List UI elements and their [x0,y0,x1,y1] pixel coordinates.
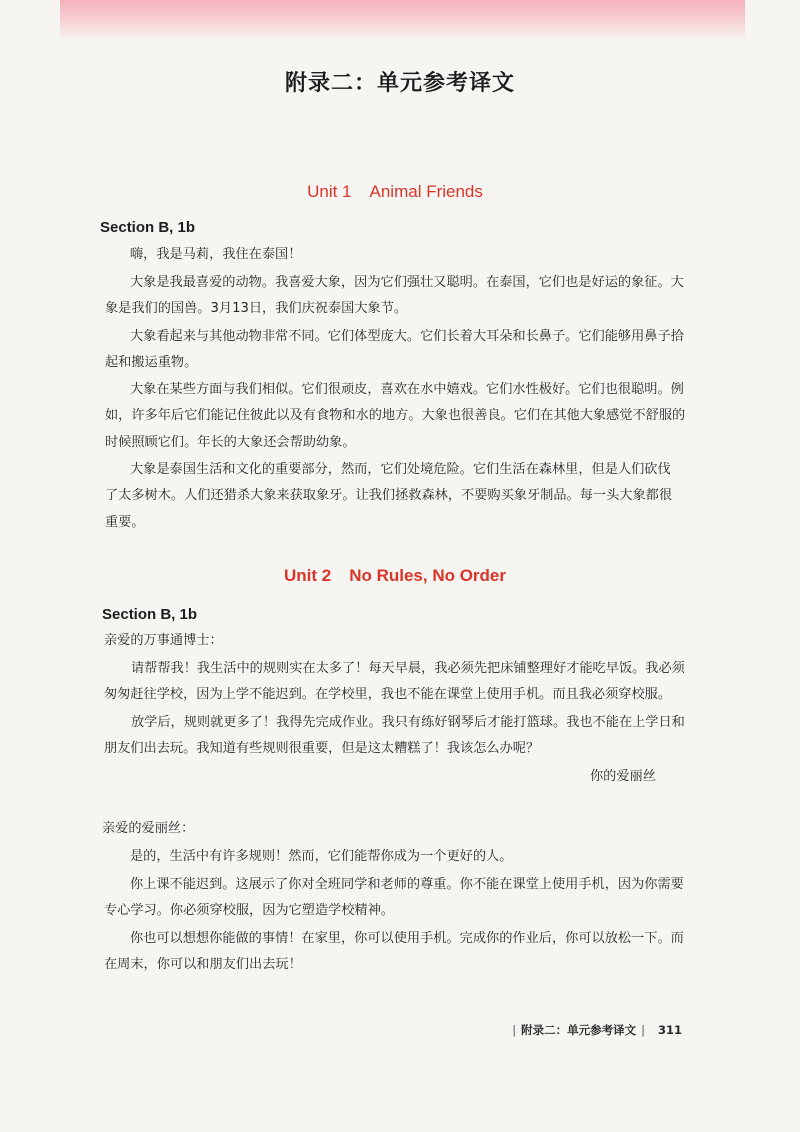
letter1-line: 放学后，规则就更多了！我得先完成作业。我只有练好钢琴后才能打篮球。我也不能在上学日和 [131,715,685,730]
letter2-line: 是的，生活中有许多规则！然而，它们能帮你成为一个更好的人。 [130,849,513,864]
unit1-number: Unit 1 [307,182,352,201]
top-color-band [60,0,745,40]
unit2-heading [0,566,790,586]
unit1-line: 嗨，我是马莉，我住在泰国！ [130,247,302,262]
unit1-section-label: Section B, 1b [100,219,196,236]
page-number: 311 [657,1023,682,1037]
page-footer: | 附录二：单元参考译文 | 311 [512,1023,682,1037]
letter1-salutation: 亲爱的万事通博士： [104,633,223,648]
unit1-line: 大象是泰国生活和文化的重要部分，然而，它们处境危险。它们生活在森林里，但是人们砍伐 [130,462,671,477]
unit1-line: 起和搬运重物。 [105,355,198,370]
unit1-line: 如，许多年后它们能记住彼此以及有食物和水的地方。大象也很善良。它们在其他大象感觉不舒服的 [105,408,686,423]
page-title: 附录二：单元参考译文 [284,71,515,96]
unit1-heading [0,182,790,202]
letter2-line: 专心学习。你必须穿校服，因为它塑造学校精神。 [104,903,395,918]
letter1-signature: 你的爱丽丝 [590,769,656,784]
unit1-line: 时候照顾它们。年长的大象还会帮助幼象。 [105,435,356,450]
unit1-line: 象是我们的国兽。3月13日，我们庆祝泰国大象节。 [105,301,408,316]
footer-label: 附录二：单元参考译文 [521,1023,637,1037]
letter1-line: 请帮帮我！我生活中的规则实在太多了！每天早晨，我必须先把床铺整理好才能吃早饭。我必须 [131,661,685,676]
unit1-line: 大象是我最喜爱的动物。我喜爱大象，因为它们强壮又聪明。在泰国，它们也是好运的象征。大 [130,275,684,290]
unit2-number: Unit 2 [283,566,332,585]
letter2-line: 你也可以想想你能做的事情！在家里，你可以使用手机。完成你的作业后，你可以放松一下。而 [130,931,684,946]
unit1-line: 大象在某些方面与我们相似。它们很顽皮，喜欢在水中嬉戏。它们水性极好。它们也很聪明。例 [130,382,684,397]
unit1-line: 了太多树木。人们还猎杀大象来获取象牙。让我们拯救森林，不要购买象牙制品。每一头大象都很 [105,488,673,503]
letter2-line: 你上课不能迟到。这展示了你对全班同学和老师的尊重。你不能在课堂上使用手机，因为你需要 [130,877,684,892]
letter1-line: 朋友们出去玩。我知道有些规则很重要，但是这太糟糕了！我该怎么办呢？ [104,741,540,756]
letter2-line: 在周末，你可以和朋友们出去玩！ [104,957,302,972]
unit2-name: No Rules, No Order [349,566,507,585]
letter1-line: 匆匆赶往学校，因为上学不能迟到。在学校里，我也不能在课堂上使用手机。而且我必须穿校服。 [104,687,672,702]
unit1-line: 重要。 [105,515,145,530]
letter2-salutation: 亲爱的爱丽丝： [102,821,195,836]
unit1-name: Animal Friends [369,182,483,201]
unit1-line: 大象看起来与其他动物非常不同。它们体型庞大。它们长着大耳朵和长鼻子。它们能够用鼻子拾 [130,329,684,344]
unit2-section-label: Section B, 1b [102,606,198,623]
